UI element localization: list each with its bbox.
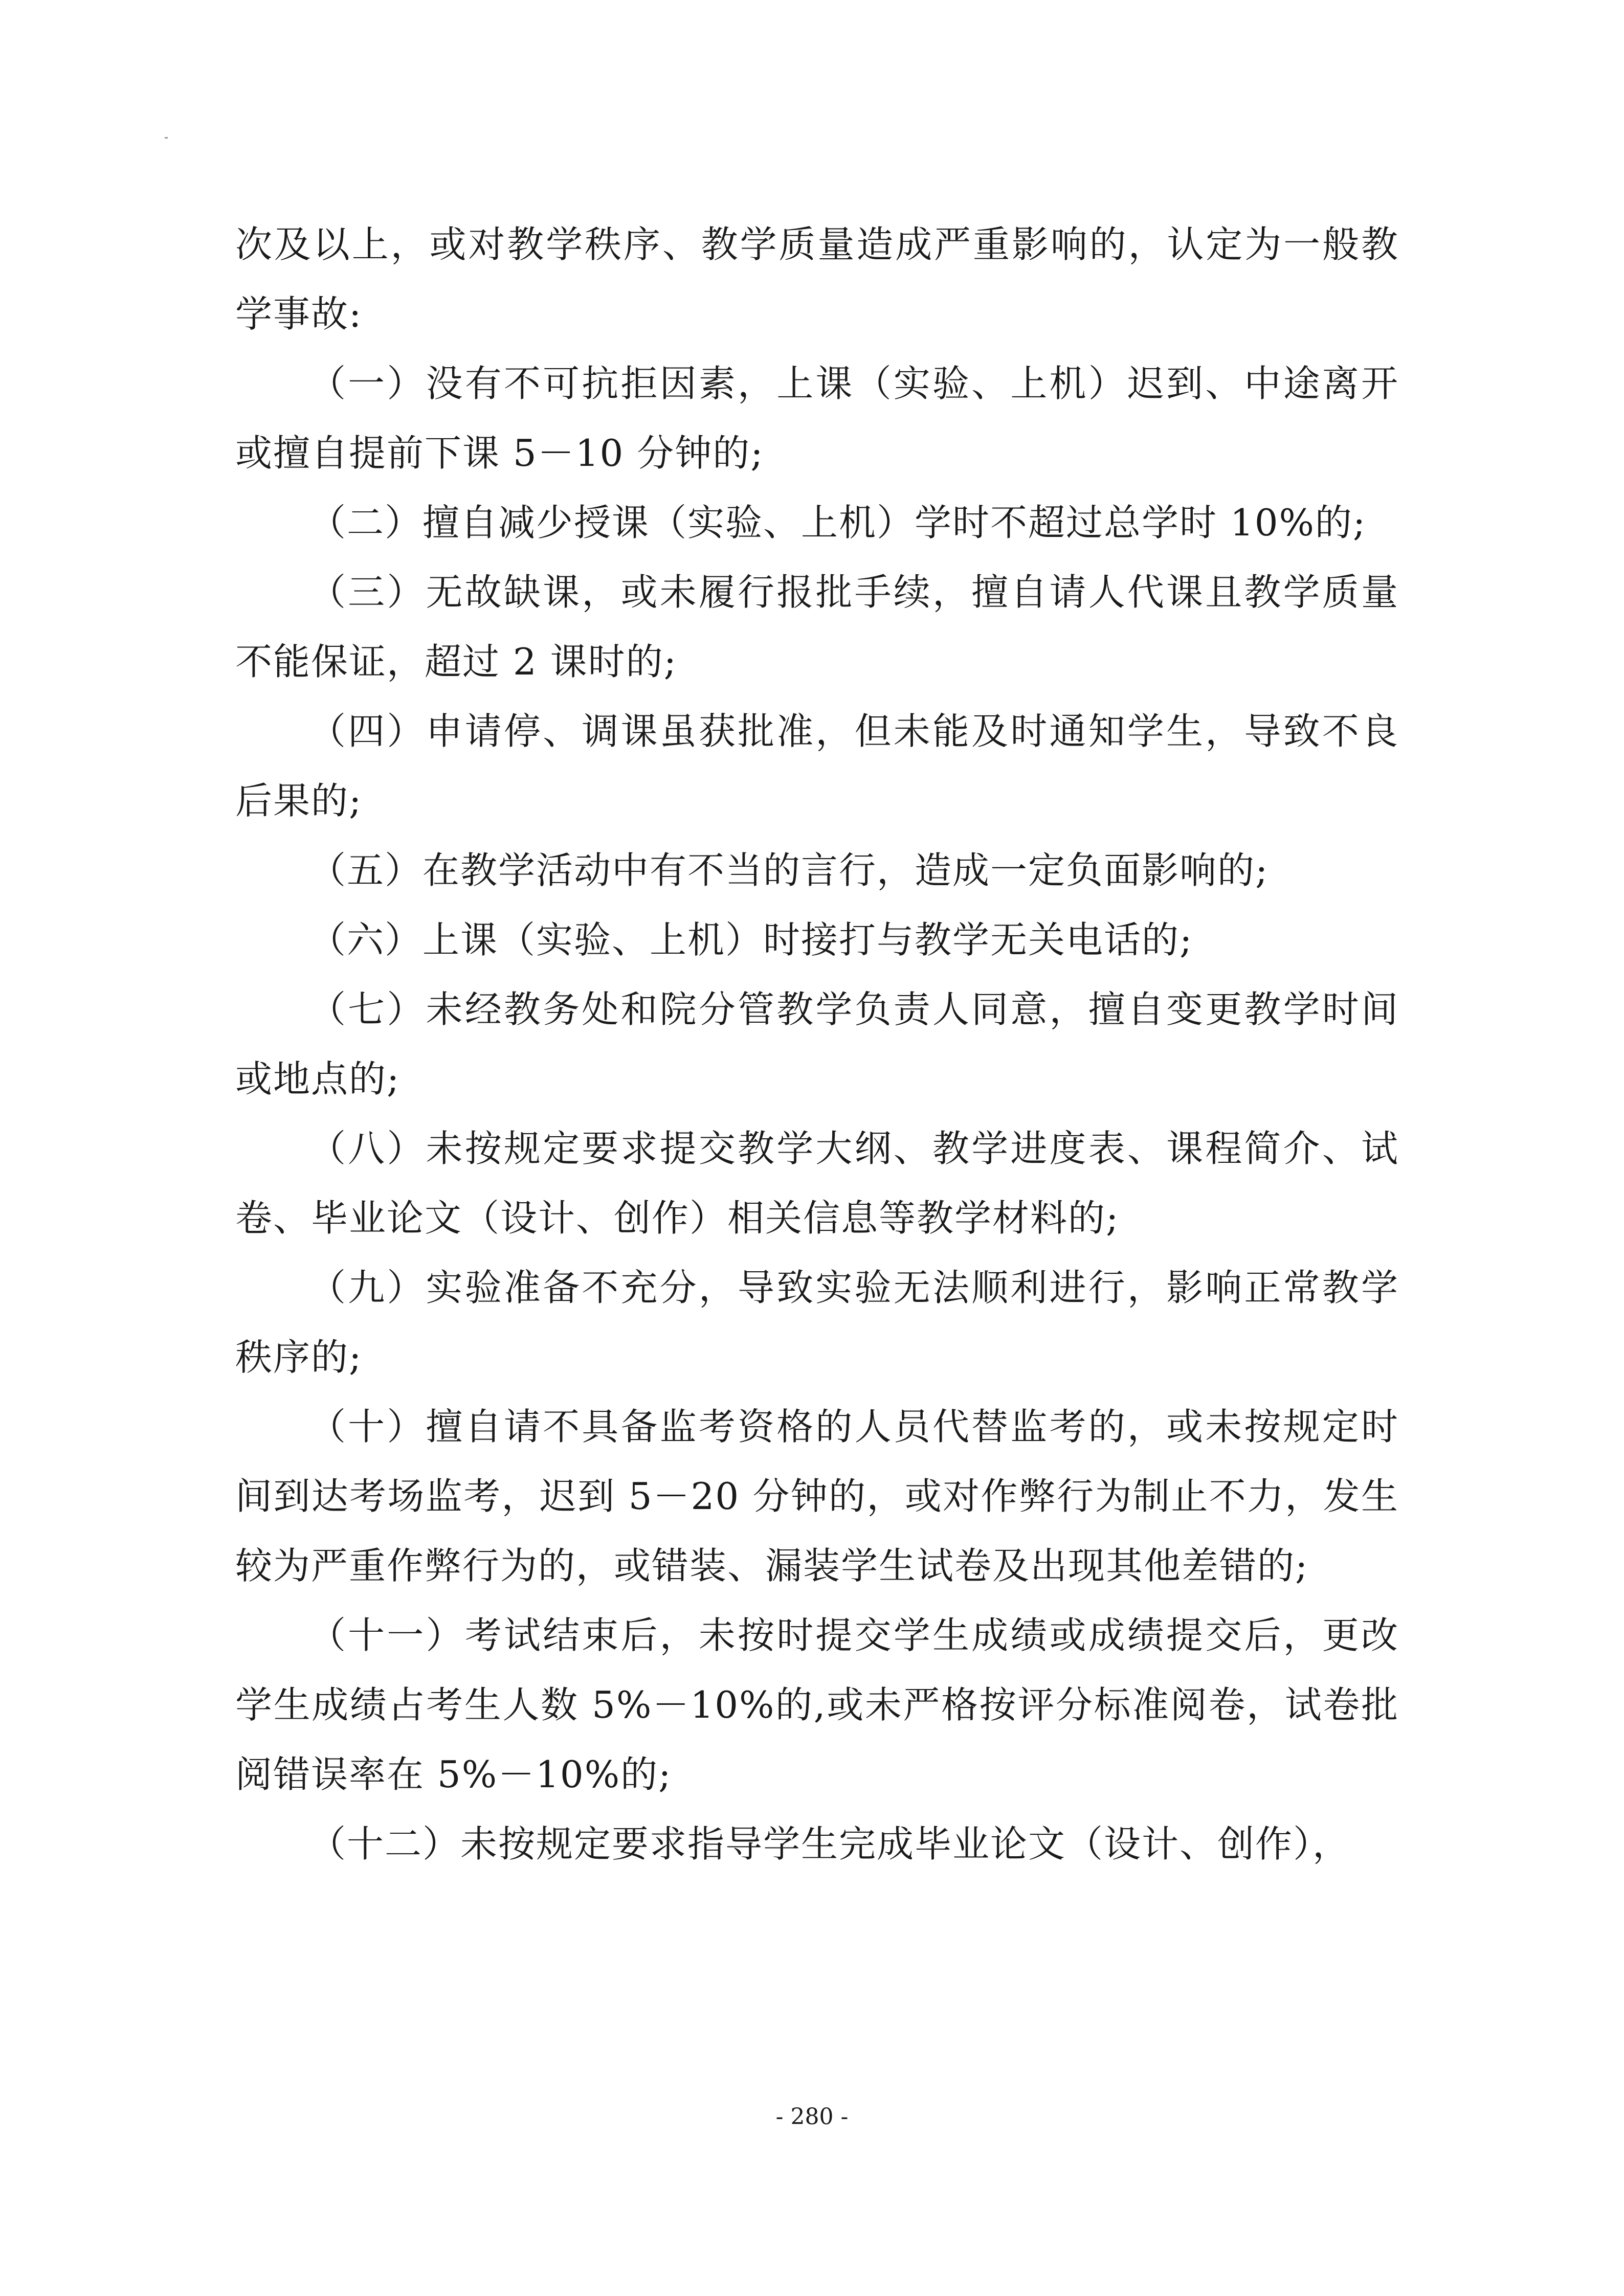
scan-mark — [165, 137, 168, 139]
paragraph-item-7: （七）未经教务处和院分管教学负责人同意，擅自变更教学时间或地点的; — [235, 988, 1399, 1100]
paragraph-item-1: （一）没有不可抗拒因素，上课（实验、上机）迟到、中途离开或擅自提前下课 5－10 分钟的; — [235, 362, 1399, 475]
paragraph-item-11: （十一）考试结束后，未按时提交学生成绩或成绩提交后，更改学生成绩占考生人数 5%－10%的,或未严格按评分标准阅卷，试卷批阅错误率在 5%－10%的; — [235, 1614, 1399, 1796]
paragraph-continuation: 次及以上，或对教学秩序、教学质量造成严重影响的，认定为一般教学事故: — [235, 223, 1399, 335]
paragraph-item-3: （三）无故缺课，或未履行报批手续，擅自请人代课且教学质量不能保证，超过 2 课时的; — [235, 571, 1399, 683]
paragraph-item-6: （六）上课（实验、上机）时接打与教学无关电话的; — [309, 918, 1193, 961]
page-number: - 280 - — [775, 2104, 849, 2130]
paragraph-item-12: （十二）未按规定要求指导学生完成毕业论文（设计、创作）， — [309, 1822, 1351, 1865]
paragraph-item-9: （九）实验准备不充分，导致实验无法顺利进行，影响正常教学秩序的; — [235, 1266, 1399, 1379]
paragraph-item-4: （四）申请停、调课虽获批准，但未能及时通知学生，导致不良后果的; — [235, 710, 1399, 822]
document-body — [235, 210, 1399, 1879]
paragraph-item-5: （五）在教学活动中有不当的言行，造成一定负面影响的; — [309, 849, 1269, 892]
paragraph-item-8: （八）未按规定要求提交教学大纲、教学进度表、课程简介、试卷、毕业论文（设计、创作）相关信息等教学材料的; — [235, 1127, 1399, 1240]
paragraph-item-2: （二）擅自减少授课（实验、上机）学时不超过总学时 10%的; — [309, 501, 1367, 544]
paragraph-item-10: （十）擅自请不具备监考资格的人员代替监考的，或未按规定时间到达考场监考，迟到 5－20 分钟的，或对作弊行为制止不力，发生较为严重作弊行为的，或错装、漏装学生试卷及出现其他差错的; — [235, 1405, 1399, 1587]
